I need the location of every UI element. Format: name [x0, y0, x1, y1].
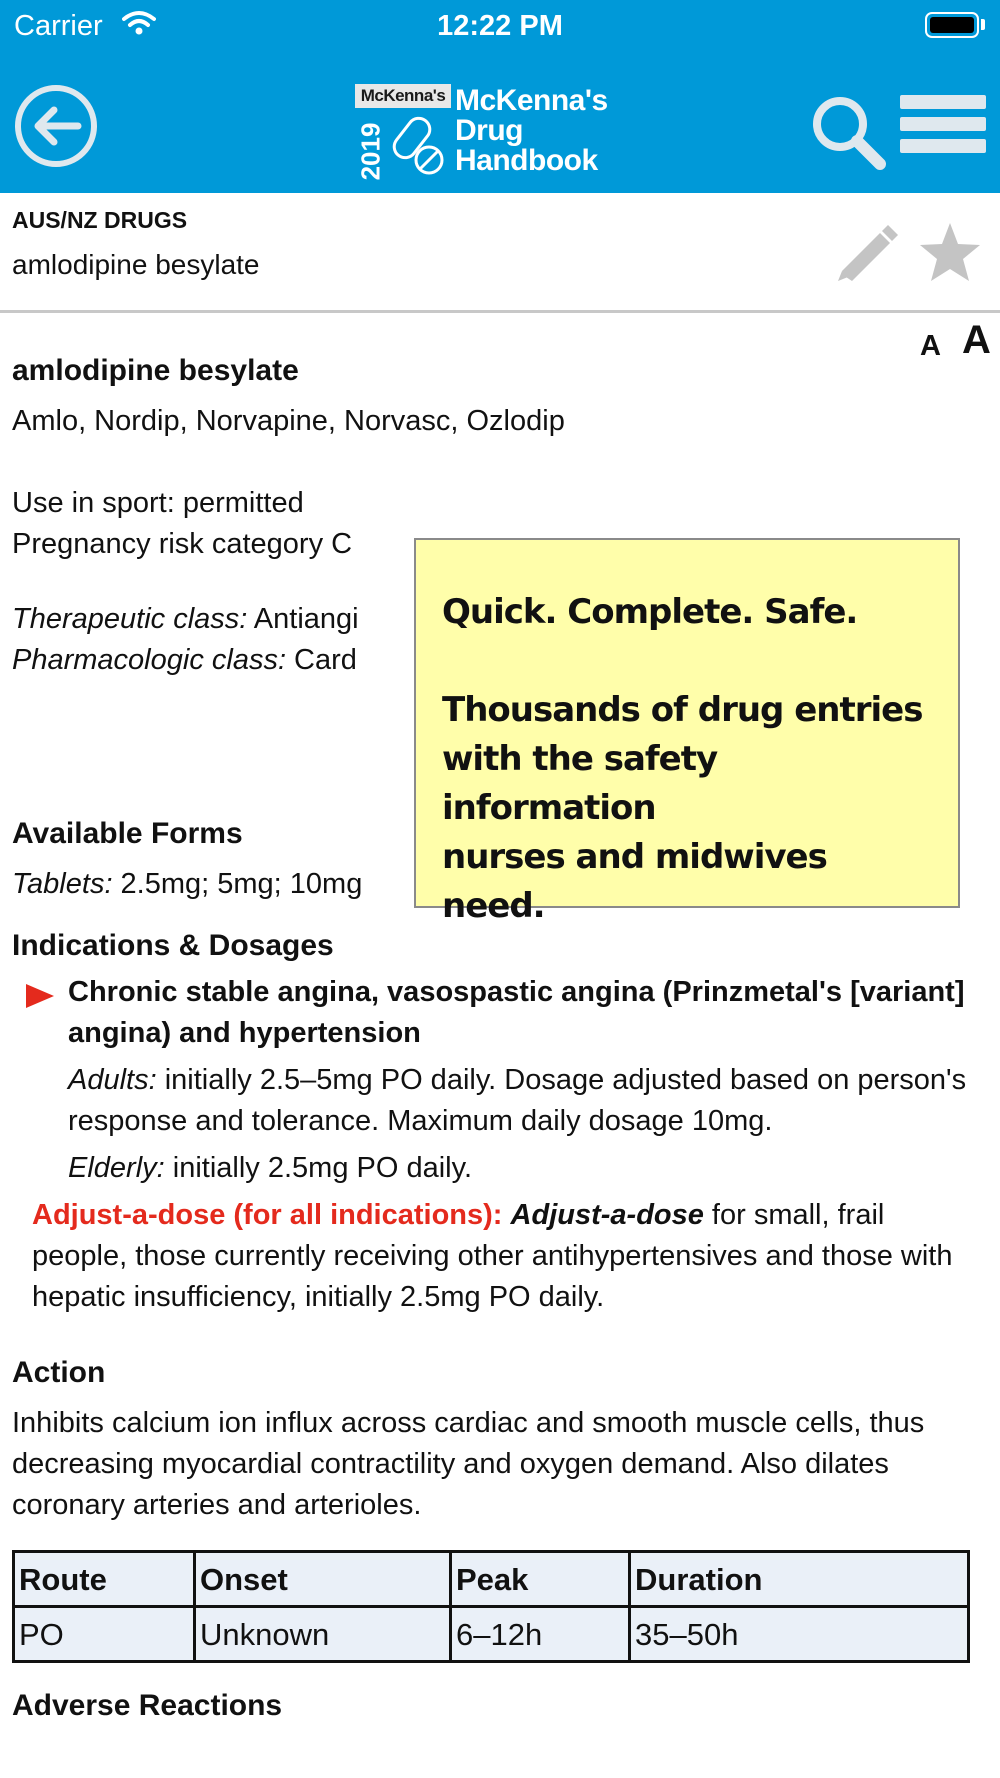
region-label: AUS/NZ DRUGS [12, 207, 188, 233]
promo-line1: Quick. Complete. Safe. [442, 592, 858, 632]
table-cell: 35–50h [630, 1607, 969, 1662]
adjust-emphasis: Adjust-a-dose [510, 1199, 704, 1231]
battery-icon [925, 12, 979, 38]
indication-text: Chronic stable angina, vasospastic angina (Prinzmetal's [variant] angina) and hypertension [68, 976, 965, 1049]
pharmacologic-class-label: Pharmacologic class: [12, 644, 286, 676]
available-forms-heading: Available Forms [12, 817, 243, 850]
forms-label: Tablets: [12, 868, 113, 900]
logo-title-line2: Drug [455, 114, 523, 147]
logo-year: 2019 [355, 122, 386, 181]
adjust-text: for small, frail people, those currently receiving other antihypertensives and those with hepatic insufficiency, initially 2.5mg PO daily. [32, 1199, 953, 1313]
search-icon[interactable] [808, 92, 888, 172]
table-header-cell: Route [14, 1552, 195, 1607]
pharmacokinetics-table [12, 1550, 970, 1663]
therapeutic-class-label: Therapeutic class: [12, 603, 248, 635]
entry-header [0, 193, 1000, 313]
top-navigation-bar [0, 0, 1000, 193]
table-header-cell: Onset [195, 1552, 451, 1607]
indications-heading: Indications & Dosages [12, 929, 334, 962]
decrease-font-button[interactable]: A [920, 330, 941, 362]
therapeutic-class-value: Antiangi [247, 603, 359, 635]
table-header-row [14, 1552, 969, 1607]
adjust-label: Adjust-a-dose (for all indications): [32, 1199, 503, 1231]
pencil-icon[interactable] [834, 219, 898, 283]
clock: 12:22 PM [437, 10, 563, 42]
promo-overlay[interactable] [414, 538, 960, 926]
sport-use: Use in sport: permitted [12, 487, 304, 519]
status-bar [0, 0, 1000, 52]
red-arrow-icon [26, 984, 54, 1008]
elderly-dosage [12, 1148, 982, 1189]
table-cell: PO [14, 1607, 195, 1662]
logo-badge: McKenna's [355, 84, 451, 108]
carrier-label: Carrier [14, 10, 103, 42]
drug-monograph [12, 318, 982, 1726]
table-cell: Unknown [195, 1607, 451, 1662]
adult-dosage [12, 1060, 982, 1142]
elderly-text: initially 2.5mg PO daily. [164, 1152, 473, 1184]
table-header-cell: Peak [451, 1552, 630, 1607]
increase-font-button[interactable]: A [962, 318, 991, 362]
entry-drug-name: amlodipine besylate [12, 249, 260, 280]
promo-line4: nurses and midwives need. [442, 837, 827, 926]
indication-item [12, 972, 982, 1054]
table-cell: 6–12h [451, 1607, 630, 1662]
adjust-a-dose [12, 1195, 982, 1318]
promo-line2: Thousands of drug entries [442, 690, 923, 730]
brand-names: Amlo, Nordip, Norvapine, Norvasc, Ozlodip [12, 405, 565, 437]
table-row [14, 1607, 969, 1662]
pills-icon [387, 112, 451, 178]
pregnancy-category: Pregnancy risk category C [12, 528, 353, 560]
logo-title [455, 86, 608, 176]
forms-value: 2.5mg; 5mg; 10mg [112, 868, 363, 900]
table-header-cell: Duration [630, 1552, 969, 1607]
adults-label: Adults: [68, 1064, 157, 1096]
logo-title-line3: Handbook [455, 144, 598, 177]
app-logo [355, 84, 635, 180]
elderly-label: Elderly: [68, 1152, 165, 1184]
menu-icon[interactable] [900, 95, 986, 163]
adverse-reactions-heading: Adverse Reactions [12, 1689, 283, 1722]
star-icon[interactable] [918, 221, 982, 285]
monograph-title: amlodipine besylate [12, 354, 299, 387]
back-arrow-icon[interactable] [14, 84, 98, 168]
logo-title-line1: McKenna's [455, 84, 608, 117]
action-heading: Action [12, 1356, 106, 1389]
action-text: Inhibits calcium ion influx across cardiac and smooth muscle cells, thus decreasing myocardial contractility and oxygen demand. Also dilates coronary arteries and arterioles. [12, 1407, 925, 1521]
promo-line3: with the safety information [442, 739, 718, 828]
adults-text: initially 2.5–5mg PO daily. Dosage adjusted based on person's response and tolerance. Maximum daily dosage 10mg. [68, 1064, 967, 1137]
pharmacologic-class-value: Card [286, 644, 357, 676]
battery-tip [981, 19, 985, 30]
